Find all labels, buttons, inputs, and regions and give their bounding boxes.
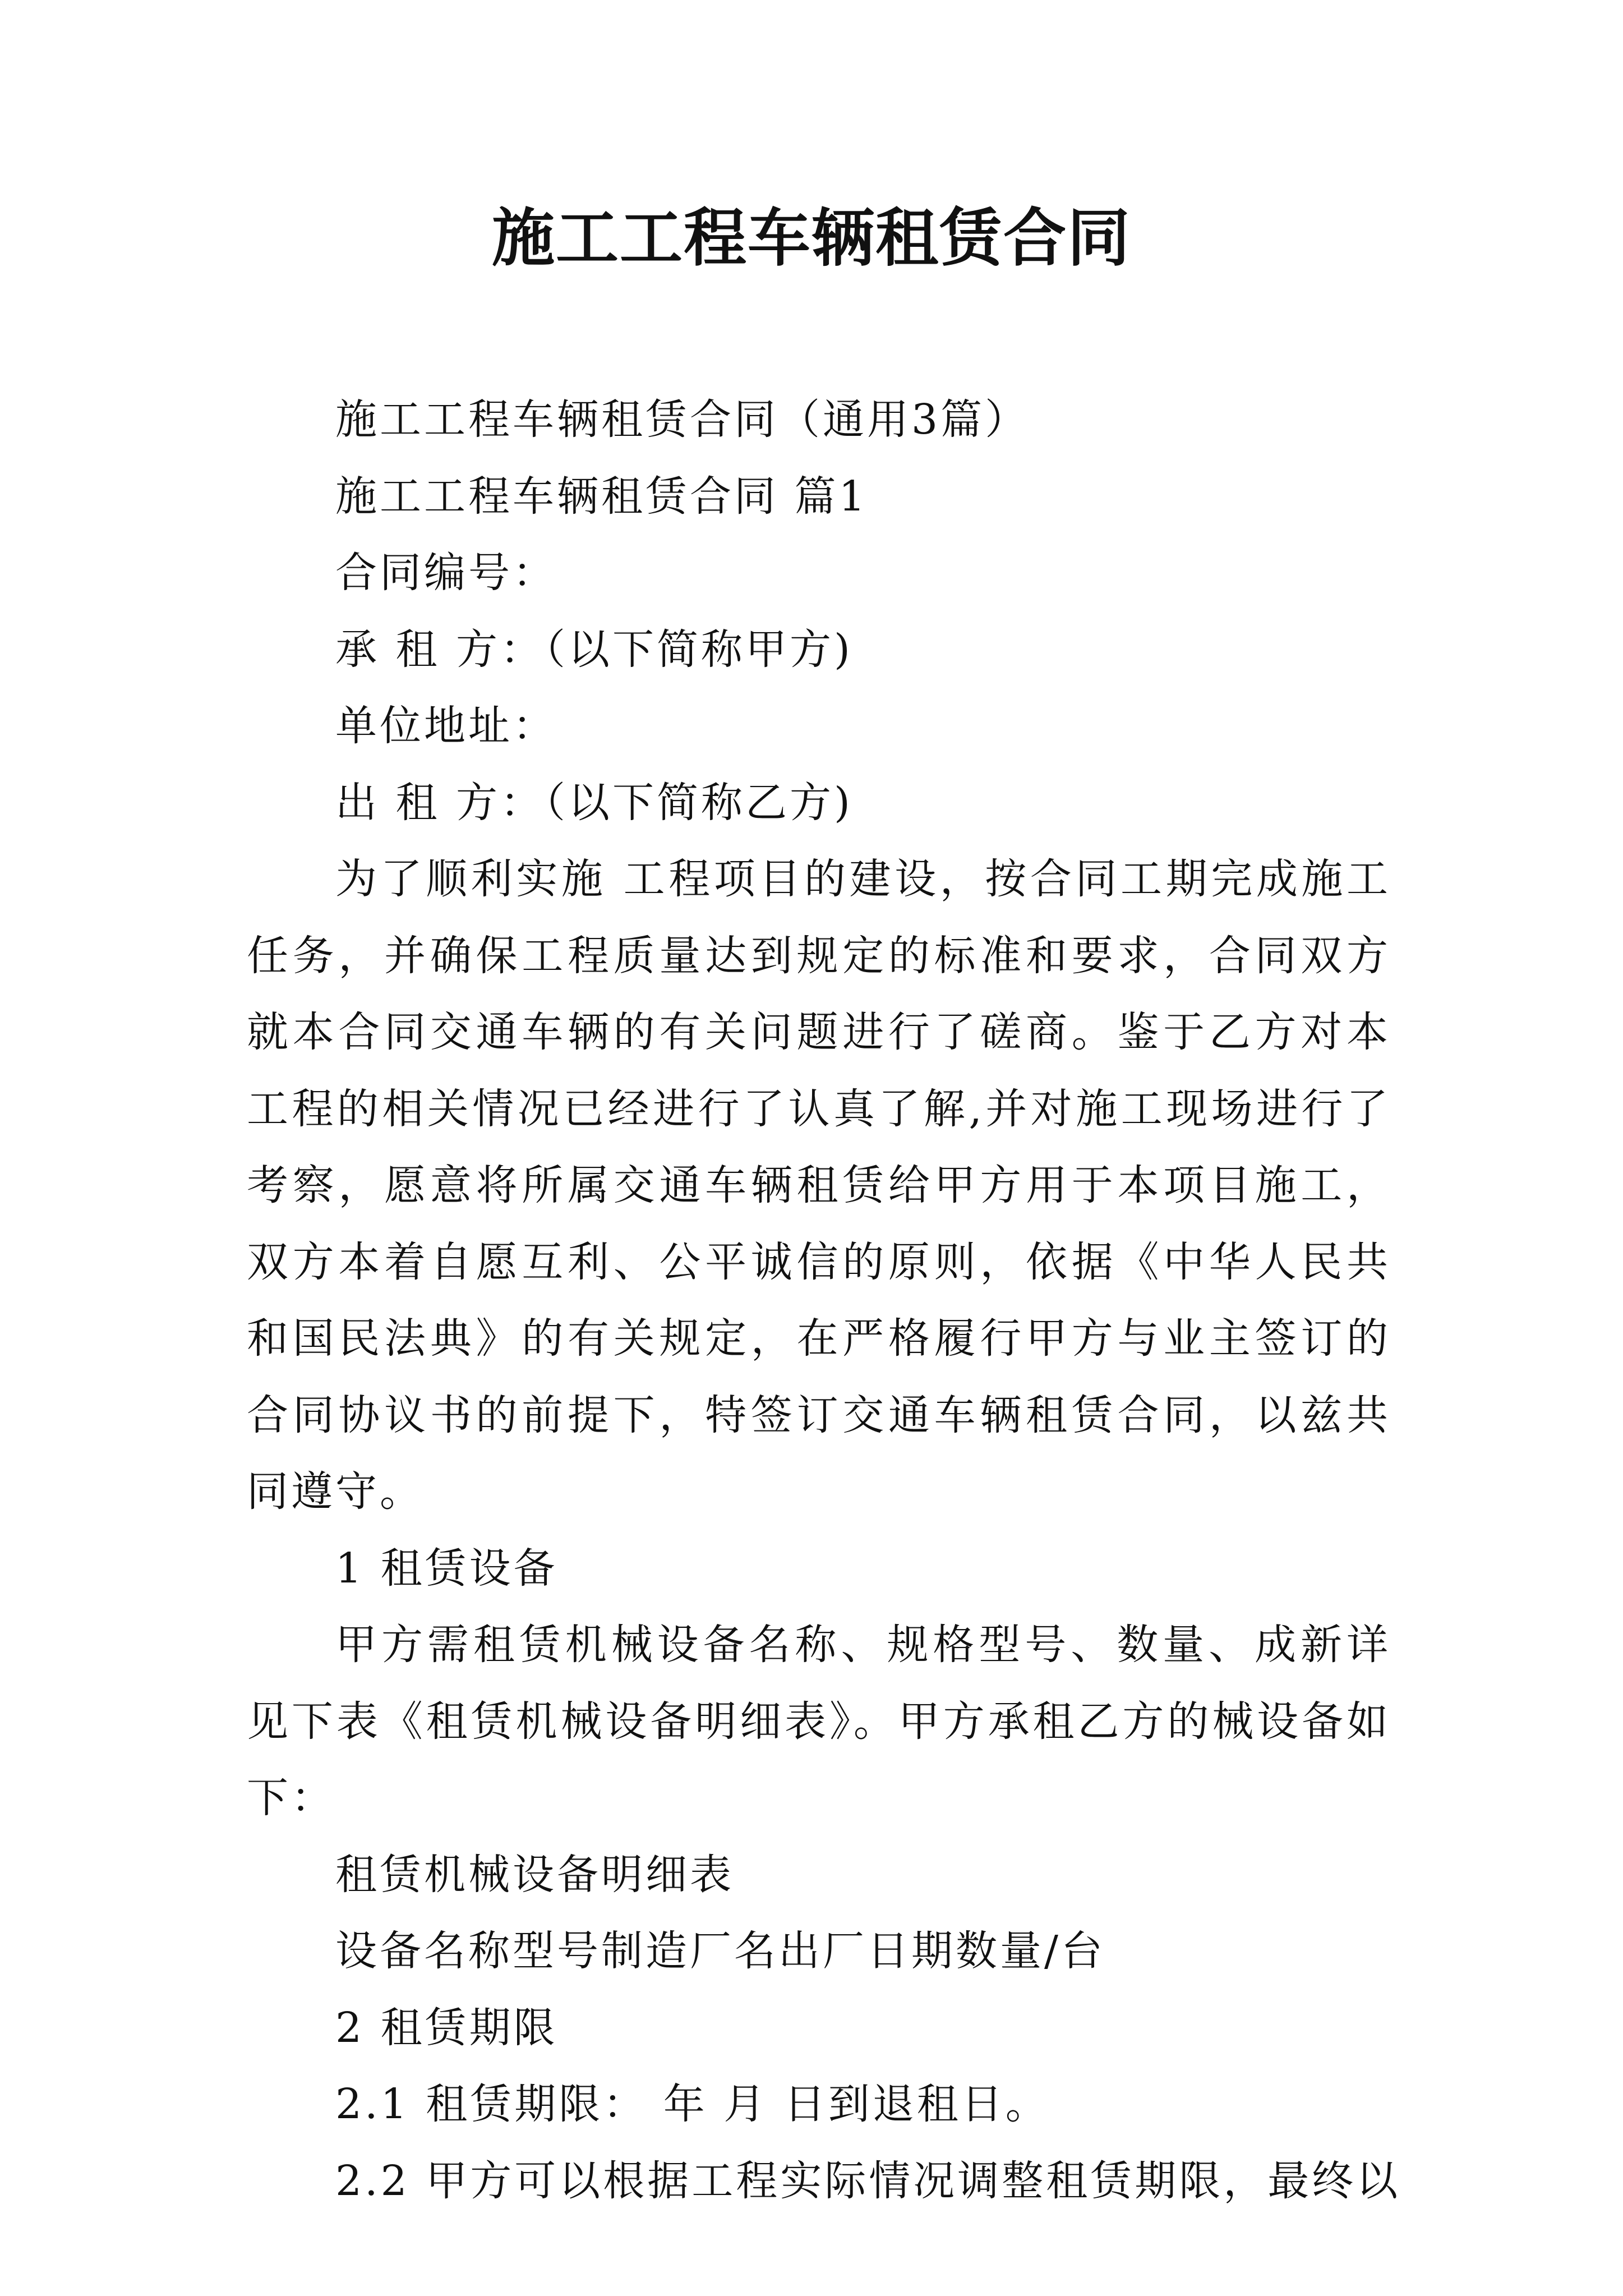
lessor-line: 出 租 方：（以下简称乙方) — [335, 778, 853, 827]
document-body — [247, 381, 1401, 2219]
clause-2-1: 2.1 租赁期限： 年 月 日到退租日。 — [335, 2080, 1050, 2128]
contract-number-line: 合同编号： — [335, 549, 557, 597]
section-1-heading: 1 租赁设备 — [335, 1544, 558, 1593]
table-title: 租赁机械设备明细表 — [335, 1850, 734, 1899]
address-line: 单位地址： — [335, 702, 557, 750]
section-2-heading: 2 租赁期限 — [335, 2003, 558, 2052]
part-heading: 施工工程车辆租赁合同 篇1 — [335, 472, 868, 521]
preamble-paragraph: 为了顺利实施 工程项目的建设，按合同工期完成施工任务，并确保工程质量达到规定的标准和要求，合同双方就本合同交通车辆的有关问题进行了磋商。鉴于乙方对本工程的相关情况已经进行了认真了解,并对施工现场进行了考察，愿意将所属交通车辆租赁给甲方用于本项目施工，双方本着自愿互利、公平诚信的原则，依据《中华人民共和国民法典》的有关规定，在严格履行甲方与业主签订的合同协议书的前提下，特签订交通车辆租赁合同，以兹共同遵守。 — [247, 855, 1391, 1516]
clause-2-2: 2.2 甲方可以根据工程实际情况调整租赁期限，最终以 — [335, 2156, 1401, 2205]
table-header: 设备名称型号制造厂名出厂日期数量/台 — [335, 1927, 1105, 1975]
document-title: 施工工程车辆租赁合同 — [492, 201, 1131, 275]
subtitle-line: 施工工程车辆租赁合同（通用3篇） — [335, 395, 1030, 444]
equipment-paragraph: 甲方需租赁机械设备名称、规格型号、数量、成新详见下表《租赁机械设备明细表》。甲方承租乙方的械设备如下： — [247, 1621, 1391, 1822]
lessee-line: 承 租 方：（以下简称甲方) — [335, 625, 853, 674]
